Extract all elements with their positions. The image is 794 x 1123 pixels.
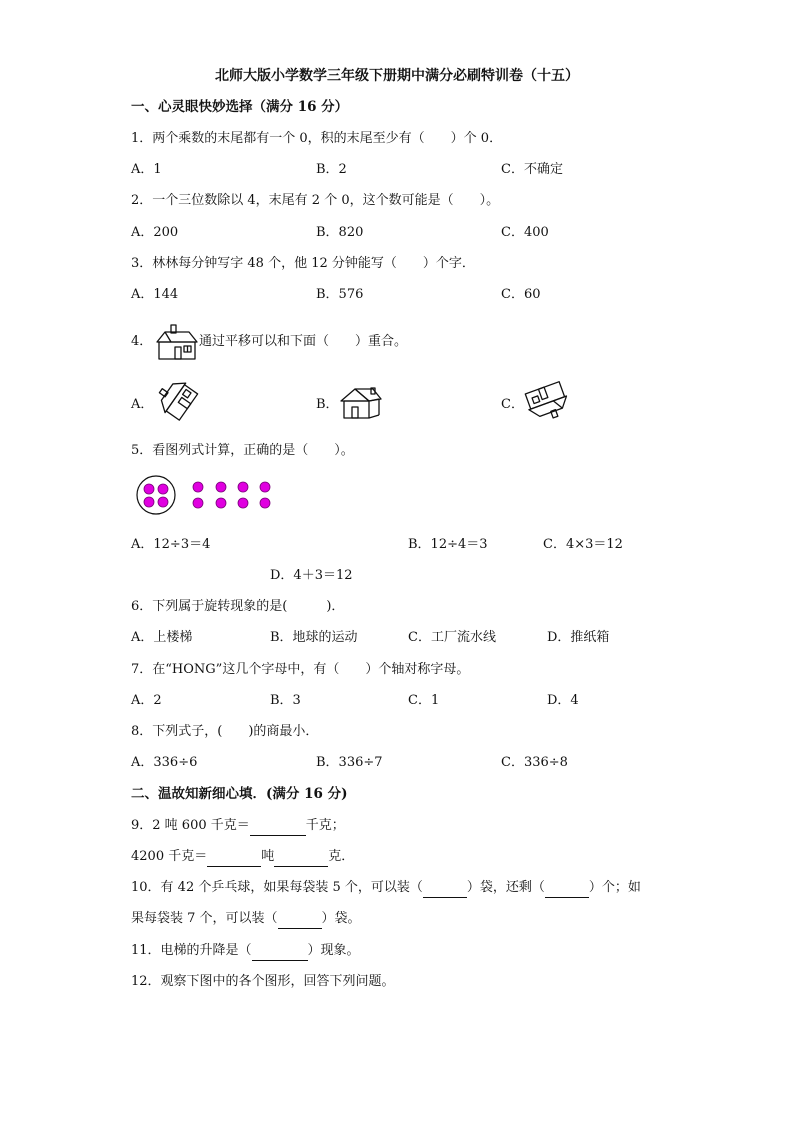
dot-12	[260, 498, 270, 508]
q1-option-b: B．2	[316, 162, 347, 177]
q10-text-2: ）袋，还剩（	[466, 880, 545, 895]
q6-stem: 6．下列属于旋转现象的是( )．	[131, 599, 345, 614]
q7-option-c: C．1	[408, 693, 440, 708]
q5-option-c: C．4×3＝12	[543, 537, 623, 552]
q1-option-c: C．不确定	[501, 162, 563, 177]
q9-text-1: 9．2 吨 600 千克＝	[131, 818, 250, 833]
q7-option-b: B．3	[270, 693, 301, 708]
q4-option-a: A．	[131, 397, 154, 412]
q9-blank-kg[interactable]	[250, 817, 306, 836]
q6-option-c: C．工厂流水线	[408, 630, 496, 645]
q8-option-a: A．336÷6	[131, 755, 198, 770]
house-rotated-icon	[157, 377, 197, 421]
dot-6	[216, 482, 226, 492]
q5-option-a: A．12÷3＝4	[131, 537, 211, 552]
dot-4	[158, 497, 168, 507]
q10-blank-remain[interactable]	[545, 879, 589, 898]
section-2-heading: 二、温故知新细心填．(满分 16 分)	[131, 786, 348, 802]
dot-10	[216, 498, 226, 508]
section-1-heading: 一、心灵眼快妙选择（满分 16 分）	[131, 99, 349, 115]
q8-option-c: C．336÷8	[501, 755, 568, 770]
q9-line-1	[131, 817, 345, 836]
q11-text-1: 11．电梯的升降是（	[131, 943, 252, 958]
q2-option-a: A．200	[131, 225, 179, 240]
q9-text-5: 克．	[328, 849, 355, 864]
page-title: 北师大版小学数学三年级下册期中满分必刷特训卷（十五）	[215, 68, 579, 84]
q9-text-4: 吨	[261, 849, 275, 864]
q10-text-4: 果每袋装 7 个，可以装（	[131, 911, 278, 926]
house-flipped-icon	[524, 381, 570, 421]
q9-line-2	[131, 848, 354, 867]
q8-option-b: B．336÷7	[316, 755, 383, 770]
q12-stem: 12．观察下图中的各个图形，回答下列问题。	[131, 974, 395, 989]
q9-text-3: 4200 千克＝	[131, 849, 208, 864]
dot-7	[238, 482, 248, 492]
q5-option-d: D．4＋3＝12	[270, 568, 353, 583]
q6-option-a: A．上楼梯	[131, 630, 193, 645]
q9-text-2: 千克；	[305, 818, 345, 833]
q1-stem: 1．两个乘数的末尾都有一个 0，积的末尾至少有（ ）个 0．	[131, 131, 503, 146]
dot-11	[238, 498, 248, 508]
q11-line	[131, 942, 360, 961]
dot-2	[158, 484, 168, 494]
q10-text-1: 10．有 42 个乒乓球，如果每袋装 5 个，可以装（	[131, 880, 423, 895]
q3-option-c: C．60	[501, 287, 541, 302]
q7-option-d: D．4	[547, 693, 579, 708]
q10-line-2	[131, 910, 361, 929]
q3-option-a: A．144	[131, 287, 179, 302]
dot-1	[144, 484, 154, 494]
q4-option-b: B．	[316, 397, 339, 412]
q10-text-3: ）个；如	[588, 880, 641, 895]
q5-stem: 5．看图列式计算，正确的是（ ）。	[131, 443, 354, 458]
q3-stem: 3．林林每分钟写字 48 个，他 12 分钟能写（ ）个字．	[131, 256, 475, 271]
q8-stem: 8．下列式子，( )的商最小．	[131, 724, 319, 739]
dot-3	[144, 497, 154, 507]
house-translated-icon	[339, 385, 383, 421]
q4-stem: 通过平移可以和下面（ ）重合。	[199, 334, 408, 349]
dots-figure	[135, 474, 285, 518]
q2-option-b: B．820	[316, 225, 364, 240]
house-icon	[155, 322, 199, 362]
dot-8	[260, 482, 270, 492]
q6-option-b: B．地球的运动	[270, 630, 358, 645]
q2-stem: 2．一个三位数除以 4，末尾有 2 个 0，这个数可能是（ ）。	[131, 193, 500, 208]
q10-blank-bags[interactable]	[423, 879, 467, 898]
q3-option-b: B．576	[316, 287, 364, 302]
q7-stem: 7．在“HONG”这几个字母中，有（ ）个轴对称字母。	[131, 662, 470, 677]
q9-blank-g[interactable]	[274, 848, 328, 867]
q6-option-d: D．推纸箱	[547, 630, 610, 645]
q2-option-c: C．400	[501, 225, 549, 240]
q4-option-c: C．	[501, 397, 524, 412]
q1-option-a: A．1	[131, 162, 162, 177]
dot-9	[193, 498, 203, 508]
q10-text-5: ）袋。	[321, 911, 361, 926]
q11-blank[interactable]	[252, 942, 308, 961]
q9-blank-ton[interactable]	[207, 848, 261, 867]
q10-line-1	[131, 879, 641, 898]
dot-5	[193, 482, 203, 492]
q7-option-a: A．2	[131, 693, 162, 708]
q10-blank-bags-7[interactable]	[278, 910, 322, 929]
q4-number: 4．	[131, 334, 153, 349]
q11-text-2: ）现象。	[307, 943, 360, 958]
q5-option-b: B．12÷4＝3	[408, 537, 488, 552]
